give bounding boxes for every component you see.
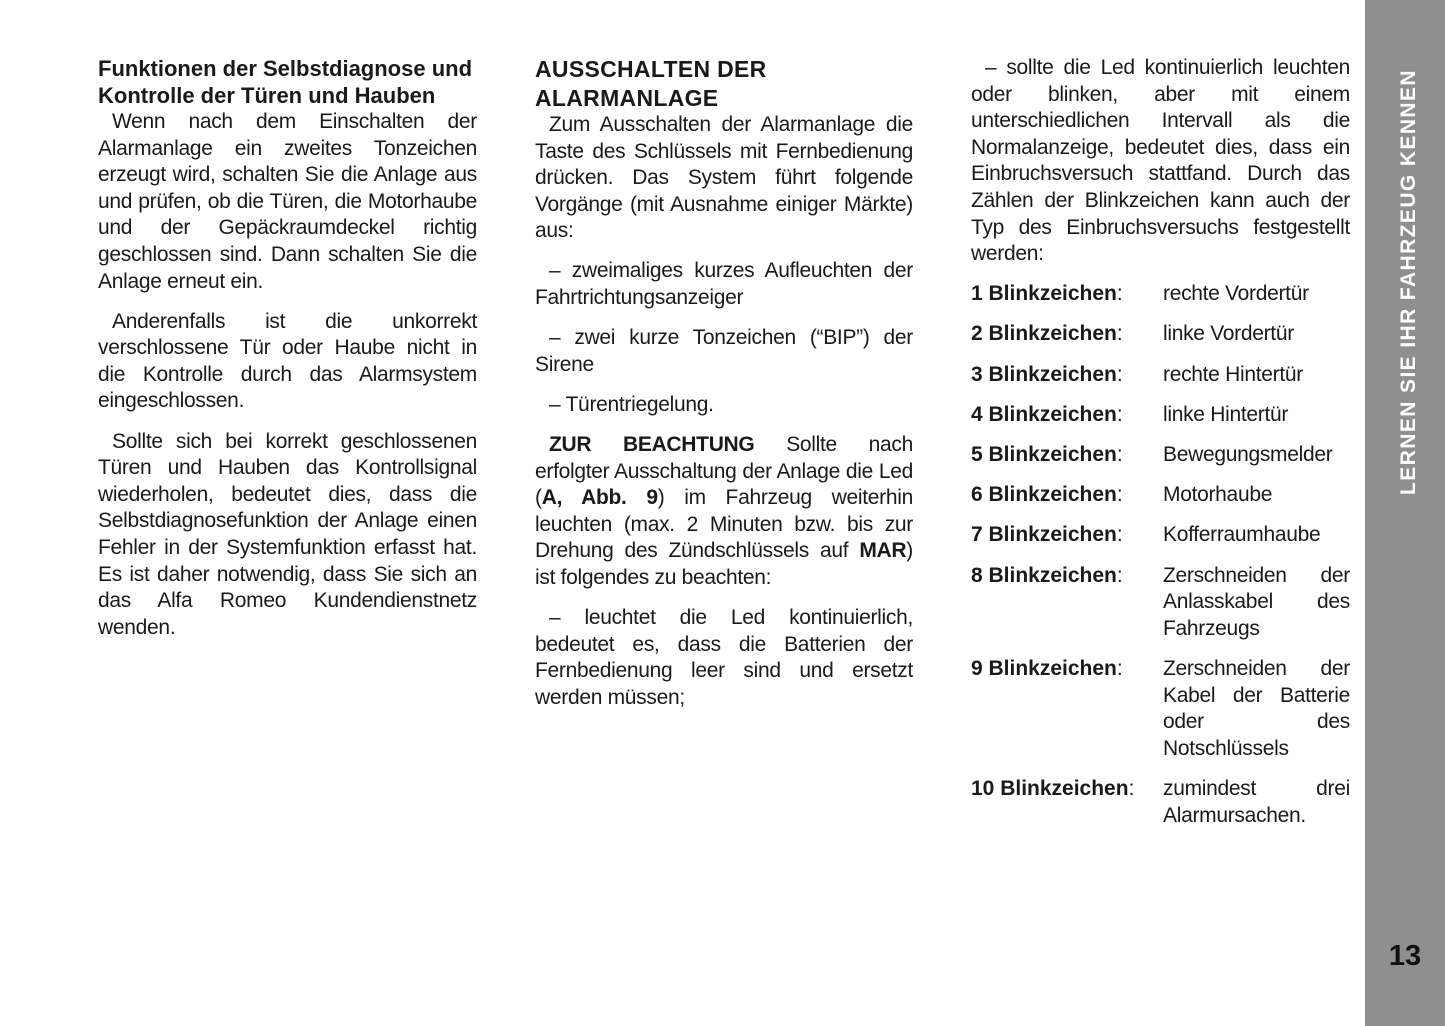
blink-code-key-label: 6 Blinkzeichen — [971, 483, 1117, 507]
page-number: 13 — [1388, 940, 1422, 972]
blink-code-meaning: Zerschneiden der Kabel der Batterie oder des Notschlüssels — [1163, 656, 1350, 760]
blink-code-key — [971, 776, 1163, 829]
blink-code-row — [971, 362, 1350, 389]
blink-code-key — [971, 281, 1163, 308]
blink-code-row — [971, 442, 1350, 469]
blink-code-key-label: 2 Blinkzeichen — [971, 322, 1117, 346]
key-separator: : — [1116, 282, 1123, 306]
blink-code-meaning: rechte Hintertür — [1163, 362, 1303, 386]
key-separator: : — [1116, 322, 1123, 346]
paragraph: Anderenfalls ist die unkorrekt verschlossene Tür oder Haube nicht in die Kontrolle durch das Alarmsystem eingeschlossen. — [98, 309, 477, 413]
sidebar-band — [1365, 0, 1445, 1026]
blink-code-meaning: Zerschneiden der Anlasskabel des Fahrzeugs — [1163, 563, 1350, 640]
key-separator: : — [1116, 523, 1123, 547]
note-text: ) ist folgendes zu beachten: — [535, 539, 913, 589]
blink-code-row — [971, 563, 1350, 643]
key-separator: : — [1116, 483, 1123, 507]
blink-code-key — [971, 402, 1163, 429]
blink-code-row — [971, 482, 1350, 509]
sidebar-title-text: LERNEN SIE IHR FAHRZEUG KENNEN — [1397, 69, 1420, 495]
blink-code-meaning: Bewegungsmelder — [1163, 443, 1333, 466]
blink-code-key-label: 5 Blinkzeichen — [971, 443, 1117, 466]
blink-code-key — [971, 563, 1163, 643]
blink-code-row — [971, 656, 1350, 762]
blink-code-key-label: 3 Blinkzeichen — [971, 362, 1117, 386]
key-separator: : — [1116, 563, 1123, 587]
note-text: ) im Fahrzeug weiterhin leuchten (max. 2 Minuten bzw. bis zur Drehung des Zündschlüssels auf — [535, 486, 913, 563]
ignition-position: MAR — [859, 539, 907, 563]
blink-code-row — [971, 321, 1350, 348]
blink-code-key-label: 8 Blinkzeichen — [971, 563, 1117, 587]
key-separator: : — [1116, 362, 1123, 386]
column-2 — [535, 55, 913, 725]
blink-code-key-label: 10 Blinkzeichen — [971, 776, 1129, 800]
blink-code-row — [971, 776, 1350, 829]
note-text: Sollte nach erfolgter Ausschaltung der Anlage die Led ( — [535, 432, 914, 510]
key-separator: : — [1128, 776, 1135, 800]
list-step: – zwei kurze Tonzeichen (“BIP”) der Sirene — [535, 326, 913, 376]
paragraph: Sollte sich bei korrekt geschlossenen Türen und Hauben das Kontrollsignal wiederholen, bedeutet dies, dass die Selbstdiagnosefunktion der Anlage einen Fehler in der Systemfunktion erfasst hat. Es ist daher notwendig, dass Sie sich an das Alfa Romeo Kundendienstnetz wenden. — [98, 429, 477, 639]
list-step: – leuchtet die Led kontinuierlich, bedeutet es, dass die Batterien der Fernbedienung leer sind und ersetzt werden müssen; — [535, 606, 913, 709]
blink-code-meaning: linke Hintertür — [1163, 402, 1289, 426]
key-separator: : — [1116, 402, 1123, 426]
blink-code-list — [971, 281, 1350, 829]
key-separator: : — [1116, 656, 1123, 680]
blink-code-key-label: 7 Blinkzeichen — [971, 523, 1117, 547]
blink-code-meaning: rechte Vordertür — [1163, 282, 1309, 306]
blink-code-key-label: 4 Blinkzeichen — [971, 402, 1117, 426]
blink-code-row — [971, 402, 1350, 429]
section-heading-selbstdiagnose: Funktionen der Selbstdiagnose und Kontrolle der Türen und Hauben — [98, 56, 473, 108]
paragraph: Zum Ausschalten der Alarmanlage die Taste des Schlüssels mit Fernbedienung drücken. Das System führt folgende Vorgänge (mit Ausnahme einiger Märkte) aus: — [535, 113, 913, 243]
note-label: ZUR BEACHTUNG — [549, 432, 755, 456]
blink-code-meaning: Kofferraumhaube — [1163, 523, 1321, 547]
blink-code-key — [971, 482, 1163, 509]
note-paragraph — [535, 432, 913, 592]
paragraph: Wenn nach dem Einschalten der Alarmanlage ein zweites Tonzeichen erzeugt wird, schalten Sie die Anlage aus und prüfen, ob die Türen, die Motorhaube und der Gepäckraumdeckel richtig geschlossen sind. Dann schalten Sie die Anlage erneut ein. — [98, 110, 477, 293]
column-3 — [971, 55, 1350, 843]
blink-code-key — [971, 442, 1163, 469]
blink-code-key — [971, 522, 1163, 549]
blink-code-row — [971, 522, 1350, 549]
column-1 — [98, 55, 477, 655]
blink-code-key-label: 1 Blinkzeichen — [971, 282, 1117, 306]
blink-code-key — [971, 656, 1163, 762]
key-separator: : — [1116, 443, 1123, 466]
list-step: – Türentriegelung. — [549, 392, 714, 416]
blink-code-meaning: Motorhaube — [1163, 483, 1273, 507]
list-step: – zweimaliges kurzes Aufleuchten der Fahrtrichtungsanzeiger — [535, 259, 913, 310]
blink-code-meaning: zumindest drei Alarmursachen. — [1163, 776, 1350, 827]
figure-reference: A, Abb. 9 — [541, 486, 658, 510]
blink-code-key — [971, 362, 1163, 389]
blink-code-key-label: 9 Blinkzeichen — [971, 656, 1117, 680]
blink-code-row — [971, 281, 1350, 308]
blink-code-key — [971, 321, 1163, 348]
section-heading-ausschalten: AUSSCHALTEN DER ALARMANLAGE — [535, 56, 767, 111]
blink-code-meaning: linke Vordertür — [1163, 322, 1294, 346]
paragraph: – sollte die Led kontinuierlich leuchten oder blinken, aber mit einem unterschiedlichen Intervall als die Normalanzeige, bedeutet dies, dass ein Einbruchsversuch stattfand. Durch das Zählen der Blinkzeichen kann auch der Typ des Einbruchsversuchs festgestellt werden: — [971, 56, 1350, 266]
